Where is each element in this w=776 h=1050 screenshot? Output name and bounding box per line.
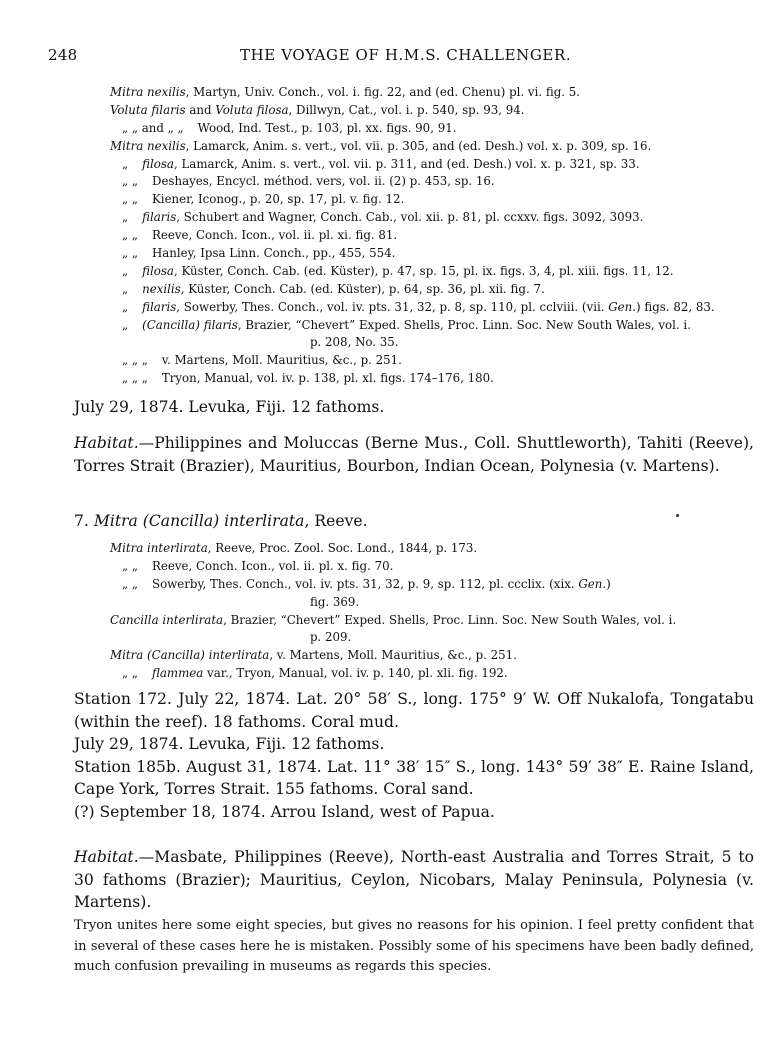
record-text: July 29, 1874. Levuka, Fiji. 12 fathoms. [74,398,385,416]
synonymy-entry [48,173,748,191]
taxon-name: Voluta filosa [215,102,289,117]
entry-reference: , Martyn, Univ. Conch., vol. i. fig. 22, and (ed. Chenu) pl. vi. fig. 5. [185,85,581,99]
synonymy-entry [48,334,748,352]
synonymy-entry [48,540,748,558]
synonymy-entry [48,138,748,156]
synonymy-entry [48,647,748,665]
ditto-marks: „ „ and „ „ [122,120,184,135]
ditto-marks: „ „ [122,666,138,681]
ditto-marks: „ [122,210,129,225]
entry-continuation: p. 209. [310,630,352,645]
synonymy-entry [48,84,748,102]
ditto-marks: „ „ [122,576,138,591]
entry-reference: , v. Martens, Moll. Mauritius, &c., p. 251. [269,648,517,663]
station-185b: Station 185b. August 31, 1874. Lat. 11° 38′ 15″ S., long. 143° 59′ 38″ E. Raine Island, Cape York, Torres Strait. 155 fathoms. Coral sand. [74,757,754,798]
taxon-name: Mitra interlirata [110,541,208,555]
entry-reference: Tryon, Manual, vol. iv. p. 138, pl. xl. figs. 174–176, 180. [161,371,494,386]
synonymy-entry [48,299,748,317]
taxon-name: Gen. [578,576,607,591]
ditto-marks: „ „ [122,558,138,573]
synonymy-entry [48,665,748,683]
habitat-paragraph-nexilis [48,432,754,477]
speck-mark [676,514,679,517]
taxon-name: Mitra nexilis [110,85,186,99]
taxon-name: filosa [142,156,174,171]
synonymy-entry [48,102,748,120]
entry-reference: Reeve, Conch. Icon., vol. ii. pl. xi. fig. 81. [151,228,398,243]
entry-reference: Wood, Ind. Test., p. 103, pl. xx. figs. 90, 91. [197,120,457,135]
taxon-name: Gen. [608,299,637,314]
entry-text: and [185,102,216,117]
entry-reference: Hanley, Ipsa Linn. Conch., pp., 455, 554. [151,246,396,261]
synonymy-entry [48,245,748,263]
taxon-name: filaris [142,210,177,225]
entry-reference: Sowerby, Thes. Conch., vol. iv. pts. 31, 32, p. 9, sp. 112, pl. ccclix. (xix. [151,576,579,591]
ditto-marks: „ [122,281,129,296]
entry-reference: , Lamarck, Anim. s. vert., vol. vii. p. 311, and (ed. Desh.) vol. x. p. 321, sp. 33. [173,156,640,171]
entry-reference: , Brazier, “Chevert” Exped. Shells, Proc. Linn. Soc. New South Wales, vol. i. [223,612,677,627]
taxon-name: Mitra (Cancilla) interlirata [110,648,270,663]
taxon-name: Voluta filaris [110,102,186,117]
ditto-marks: „ [122,299,129,314]
species-heading [48,510,754,533]
entry-reference: , Lamarck, Anim. s. vert., vol. vii. p. 305, and (ed. Desh.) vol. x. p. 309, sp. 16. [185,138,652,153]
synonymy-entry [48,629,748,647]
synonymy-entry [48,558,748,576]
remark-paragraph [48,916,754,978]
remark-text: Tryon unites here some eight species, but gives no reasons for his opinion. I feel pretty confident that in several of these cases here he is mistaken. Possibly some of his specimens have been badly defined, much confusion prevailing in museums as regards this species. [74,918,754,974]
station-records [48,688,754,823]
entry-reference: , Reeve, Proc. Zool. Soc. Lond., 1844, p. 173. [207,541,478,555]
ditto-marks: „ „ „ [122,371,148,386]
entry-reference: , Sowerby, Thes. Conch., vol. iv. pts. 31, 32, p. 8, sp. 110, pl. cclviii. (vii. [176,299,609,314]
synonymy-list-nexilis [48,84,748,388]
taxon-name: flammea [151,666,204,681]
entry-reference: ) [606,576,611,591]
synonymy-entry [48,594,748,612]
station-levuka: July 29, 1874. Levuka, Fiji. 12 fathoms. [74,735,385,753]
record-levuka [48,396,754,419]
synonymy-entry [48,370,748,388]
entry-reference: Reeve, Conch. Icon., vol. ii. pl. x. fig. 70. [151,558,394,573]
entry-reference: , Schubert and Wagner, Conch. Cab., vol. xii. p. 81, pl. ccxxv. figs. 3092, 3093. [176,210,644,225]
ditto-marks: „ [122,156,129,171]
habitat-text [48,846,754,914]
species-author: , Reeve. [304,512,368,530]
species-name: Mitra (Cancilla) interlirata [93,512,305,530]
ditto-marks: „ „ [122,246,138,261]
station-arrou: (?) September 18, 1874. Arrou Island, west of Papua. [74,802,495,821]
entry-reference: v. Martens, Moll. Mauritius, &c., p. 251. [161,353,402,368]
entry-reference: ) figs. 82, 83. [636,299,715,314]
ditto-marks: „ „ [122,228,138,243]
entry-reference: Deshayes, Encycl. méthod. vers, vol. ii. (2) p. 453, sp. 16. [151,174,495,189]
synonymy-entry [48,317,748,335]
entry-reference: var., Tryon, Manual, vol. iv. p. 140, pl. xli. fig. 192. [203,666,508,681]
entry-reference: , Küster, Conch. Cab. (ed. Küster), p. 64, sp. 36, pl. xii. fig. 7. [180,281,545,296]
synonymy-entry [48,156,748,174]
entry-reference: , Küster, Conch. Cab. (ed. Küster), p. 47, sp. 15, pl. ix. figs. 3, 4, pl. xiii. figs. 11, 12. [173,263,674,278]
ditto-marks: „ [122,263,129,278]
synonymy-entry [48,191,748,209]
synonymy-entry [48,209,748,227]
synonymy-entry [48,612,748,630]
entry-reference: Kiener, Iconog., p. 20, sp. 17, pl. v. fig. 12. [151,192,405,207]
page-number: 248 [48,46,78,64]
ditto-marks: „ „ [122,174,138,189]
entry-continuation: fig. 369. [310,594,360,609]
ditto-marks: „ [122,317,129,332]
habitat-label: Habitat. [74,848,139,866]
entry-continuation: p. 208, No. 35. [310,335,399,350]
taxon-name: nexilis [142,281,181,296]
synonymy-entry [48,263,748,281]
habitat-body: —Masbate, Philippines (Reeve), North-east Australia and Torres Strait, 5 to 30 fathoms (Brazier); Mauritius, Ceylon, Nicobars, Malay Peninsula, Polynesia (v. Martens). [74,848,754,911]
taxon-name: Mitra nexilis [110,138,186,153]
habitat-text [48,432,754,477]
habitat-body: —Philippines and Moluccas (Berne Mus., Coll. Shuttleworth), Tahiti (Reeve), Torres Strait (Brazier), Mauritius, Bourbon, Indian Ocean, Polynesia (v. Martens). [74,434,754,475]
habitat-paragraph-interlirata [48,846,754,914]
ditto-marks: „ „ „ [122,353,148,368]
species-number: 7. [74,512,89,530]
station-172: Station 172. July 22, 1874. Lat. 20° 58′ S., long. 175° 9′ W. Off Nukalofa, Tongatabu (within the reef). 18 fathoms. Coral mud. [74,690,754,731]
ditto-marks: „ „ [122,192,138,207]
synonymy-entry [48,120,748,138]
taxon-name: filosa [142,263,174,278]
entry-reference: , Brazier, “Chevert” Exped. Shells, Proc. Linn. Soc. New South Wales, vol. i. [237,317,691,332]
entry-reference: , Dillwyn, Cat., vol. i. p. 540, sp. 93, 94. [288,102,525,117]
habitat-label: Habitat. [74,434,139,452]
running-title: THE VOYAGE OF H.M.S. CHALLENGER. [240,46,572,64]
taxon-name: Cancilla interlirata [110,612,224,627]
taxon-name: filaris [142,299,177,314]
synonymy-entry [48,227,748,245]
taxon-name: (Cancilla) filaris [142,317,238,332]
synonymy-entry [48,576,748,594]
synonymy-entry [48,352,748,370]
synonymy-entry [48,281,748,299]
synonymy-list-interlirata [48,540,748,683]
